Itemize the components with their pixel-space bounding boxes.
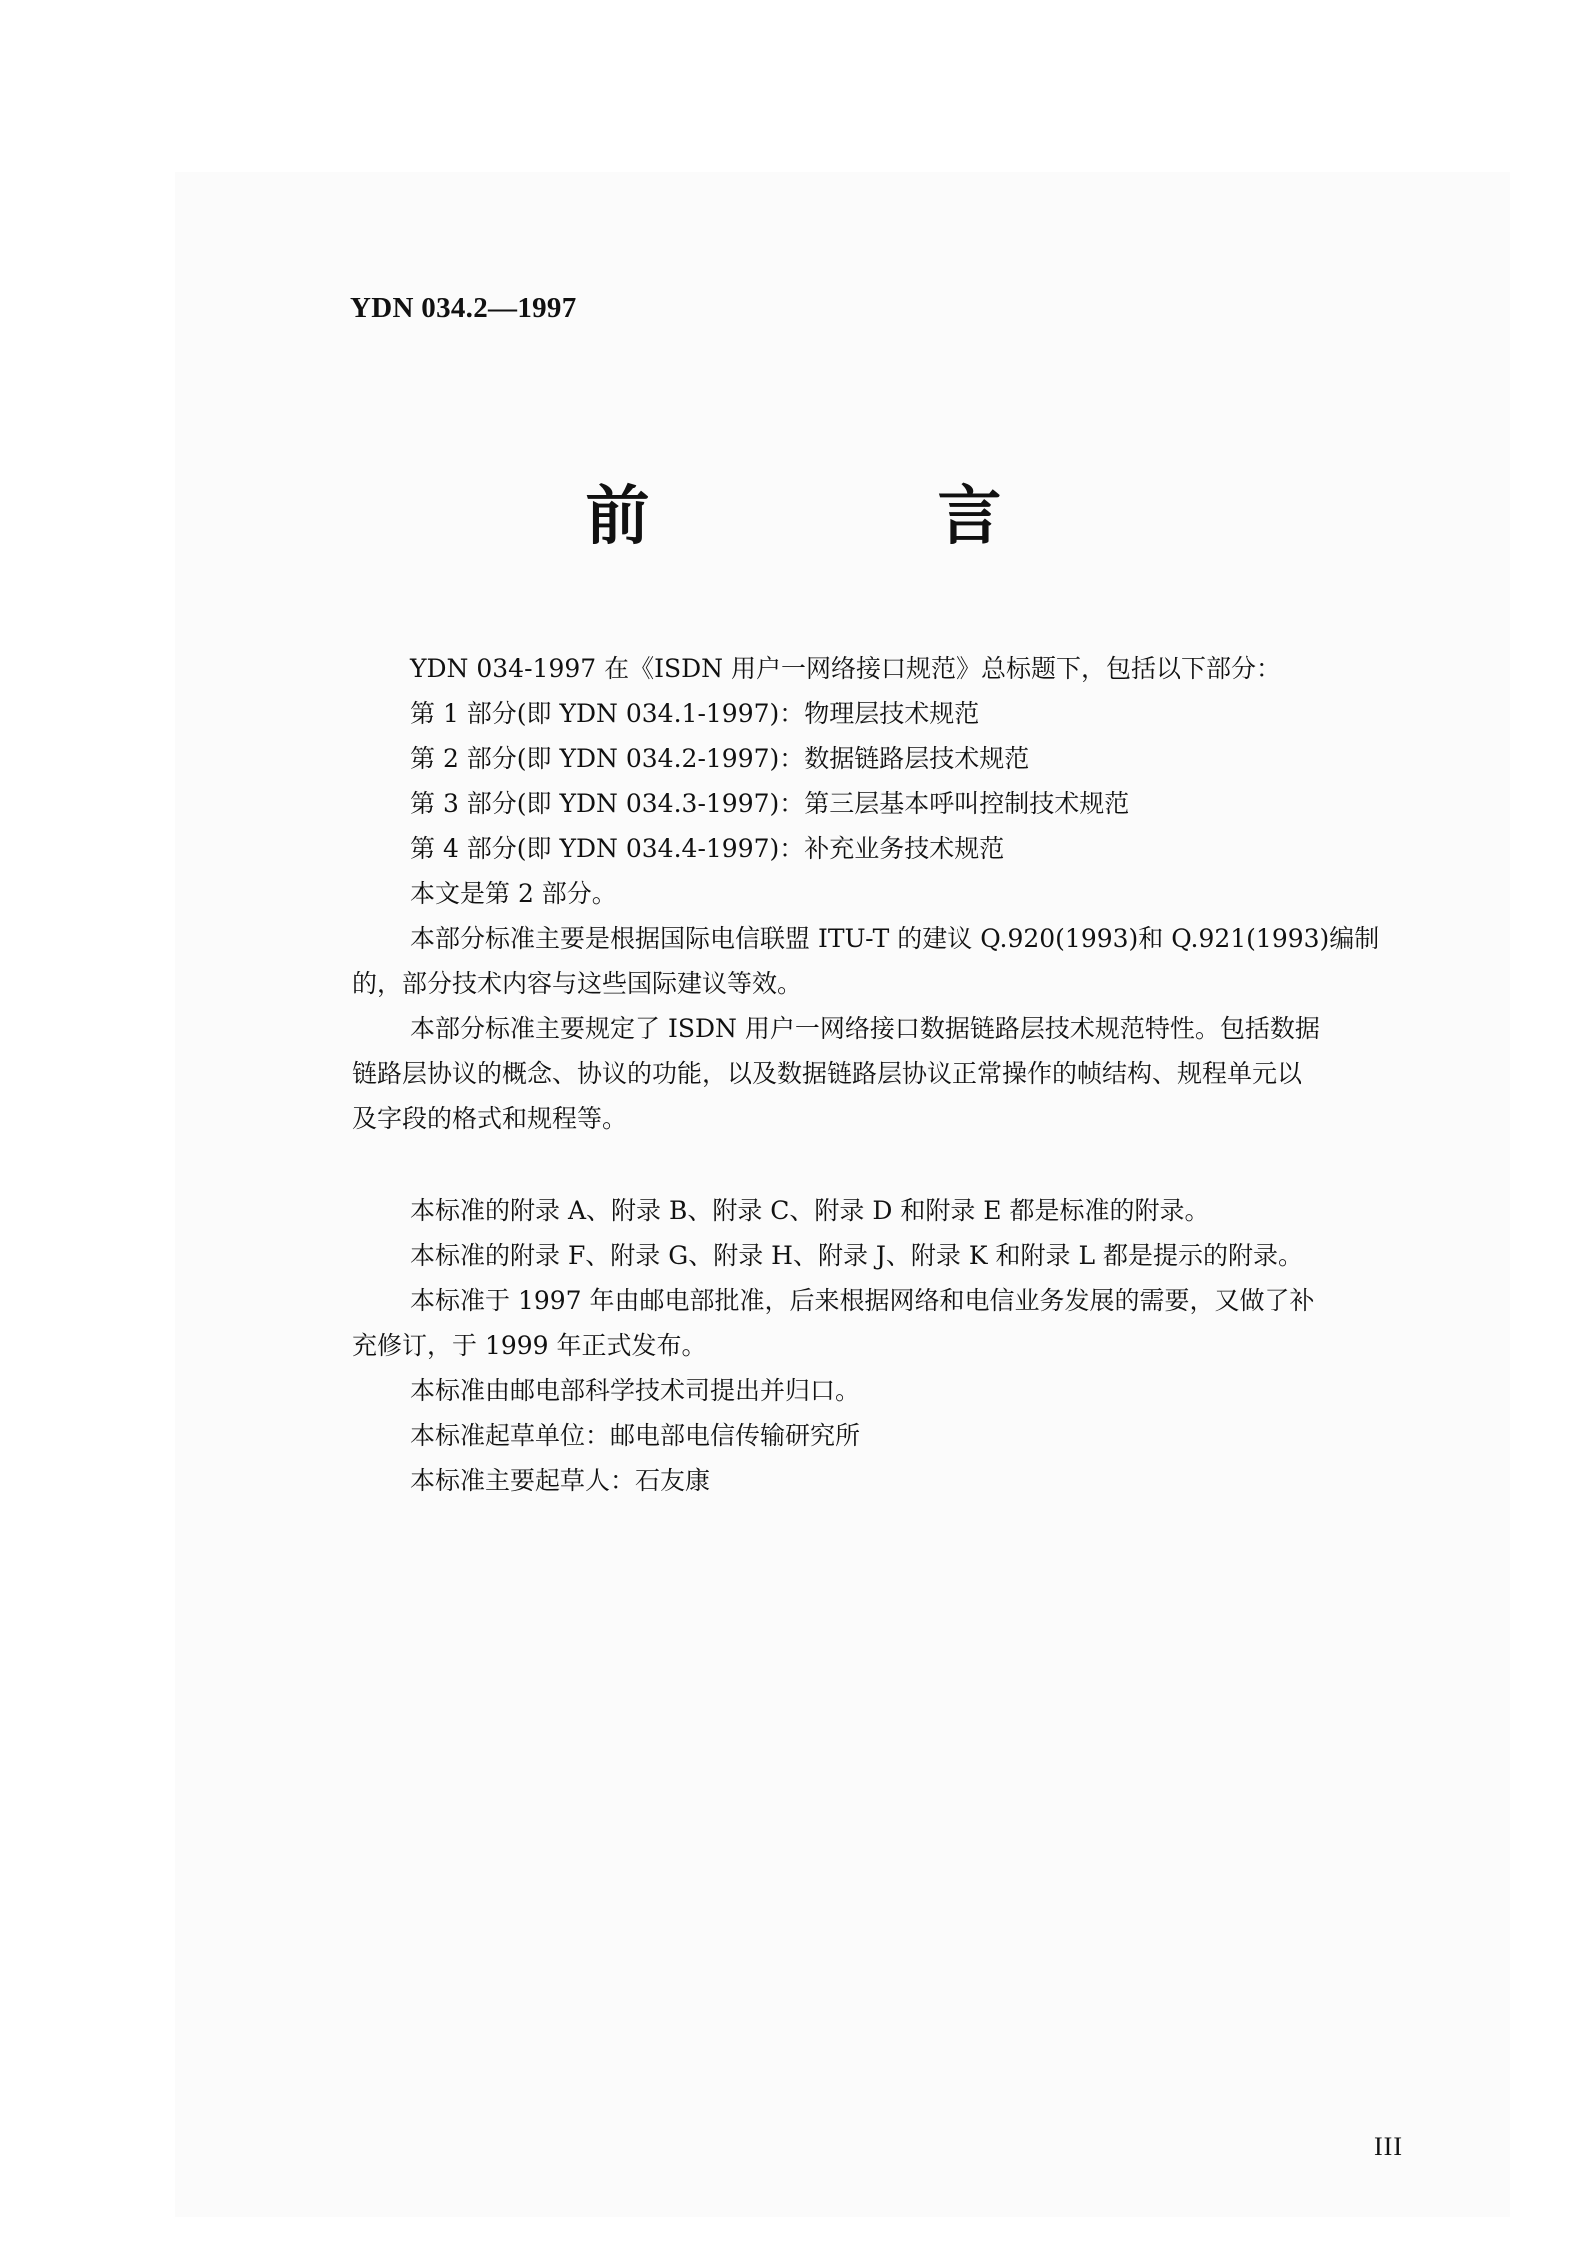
informative-appendix-line: 本标准的附录 F、附录 G、附录 H、附录 J、附录 K 和附录 L 都是提示的附录。 bbox=[410, 1241, 1303, 1270]
scope-line-1: 本部分标准主要规定了 ISDN 用户一网络接口数据链路层技术规范特性。包括数据 bbox=[410, 1014, 1320, 1043]
intro-section bbox=[352, 646, 1430, 1141]
basis-line-2: 的，部分技术内容与这些国际建议等效。 bbox=[352, 969, 803, 998]
basis-line-1: 本部分标准主要是根据国际电信联盟 ITU-T 的建议 Q.920(1993)和 Q.921(1993)编制 bbox=[410, 924, 1380, 953]
page-number: III bbox=[1374, 2132, 1403, 2161]
drafting-unit-line: 本标准起草单位：邮电部电信传输研究所 bbox=[410, 1421, 861, 1450]
part-4-line: 第 4 部分(即 YDN 034.4-1997)：补充业务技术规范 bbox=[410, 834, 1005, 863]
part-2-line: 第 2 部分(即 YDN 034.2-1997)：数据链路层技术规范 bbox=[410, 744, 1030, 773]
part-3-line: 第 3 部分(即 YDN 034.3-1997)：第三层基本呼叫控制技术规范 bbox=[410, 789, 1130, 818]
appendix-section bbox=[352, 1188, 1430, 1503]
approval-line-2: 充修订，于 1999 年正式发布。 bbox=[352, 1331, 707, 1360]
part-1-line: 第 1 部分(即 YDN 034.1-1997)：物理层技术规范 bbox=[410, 699, 980, 728]
approval-line-1: 本标准于 1997 年由邮电部批准，后来根据网络和电信业务发展的需要，又做了补 bbox=[410, 1286, 1315, 1315]
intro-lead: YDN 034-1997 在《ISDN 用户一网络接口规范》总标题下，包括以下部分： bbox=[410, 654, 1281, 683]
proposed-by-line: 本标准由邮电部科学技术司提出并归口。 bbox=[410, 1376, 861, 1405]
normative-appendix-line: 本标准的附录 A、附录 B、附录 C、附录 D 和附录 E 都是标准的附录。 bbox=[410, 1196, 1210, 1225]
this-part-line: 本文是第 2 部分。 bbox=[410, 879, 617, 908]
drafter-line: 本标准主要起草人：石友康 bbox=[410, 1466, 711, 1495]
scope-line-2: 链路层协议的概念、协议的功能，以及数据链路层协议正常操作的帧结构、规程单元以 bbox=[352, 1059, 1303, 1088]
standard-code: YDN 034.2—1997 bbox=[350, 292, 577, 324]
page-title: 前 言 bbox=[585, 479, 1114, 554]
scope-line-3: 及字段的格式和规程等。 bbox=[352, 1104, 628, 1133]
